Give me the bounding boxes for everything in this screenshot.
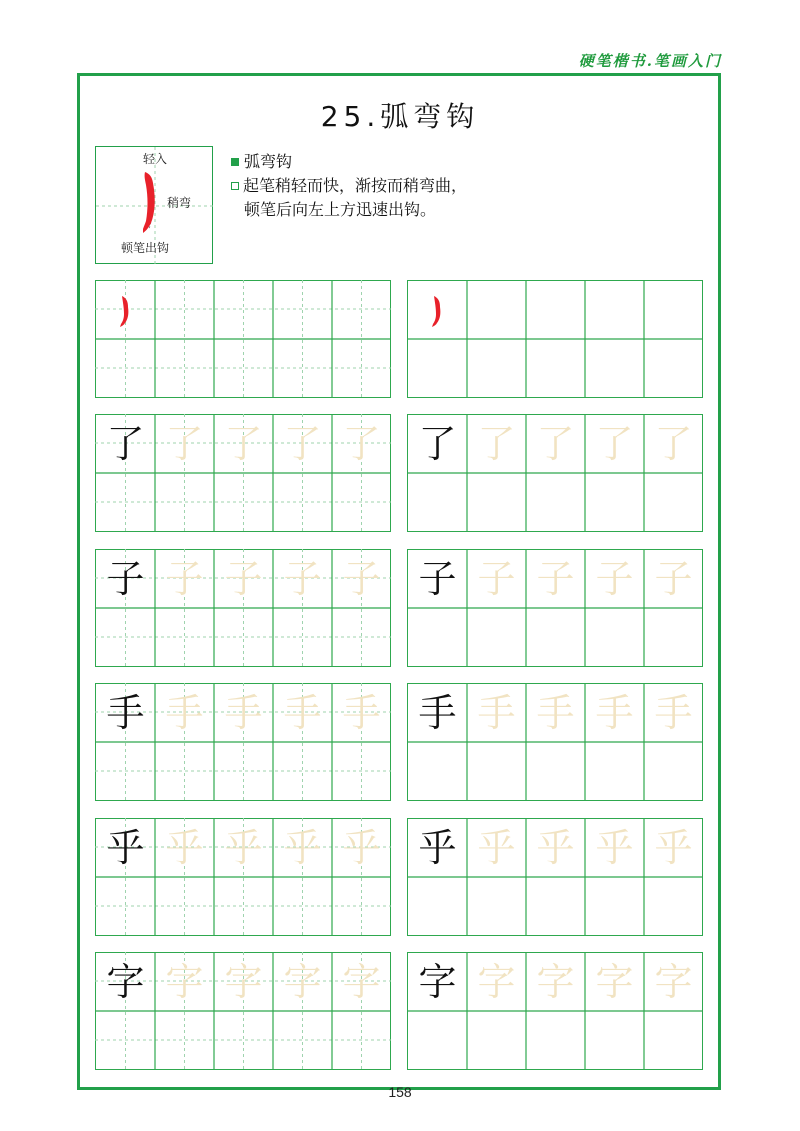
model-character-cell[interactable]: [96, 953, 155, 1011]
model-character-cell[interactable]: [408, 415, 467, 473]
blank-writing-cell[interactable]: [526, 878, 585, 936]
tracing-character-cell[interactable]: [155, 953, 214, 1011]
practice-grid-right: [407, 414, 703, 532]
tracing-character-cell[interactable]: [585, 415, 644, 473]
tracing-character: 手: [536, 691, 575, 735]
tracing-character-cell[interactable]: [155, 819, 214, 877]
blank-writing-cell[interactable]: [214, 743, 273, 801]
tracing-character-cell[interactable]: [644, 819, 703, 877]
tracing-character: 乎: [224, 826, 263, 870]
stroke-name: 弧弯钩: [244, 152, 293, 171]
blank-writing-cell[interactable]: [526, 1012, 585, 1070]
tracing-character-cell[interactable]: [467, 550, 526, 608]
tracing-character-cell[interactable]: [526, 415, 585, 473]
tracing-character: 乎: [536, 826, 575, 870]
model-character-cell[interactable]: [96, 819, 155, 877]
series-title: 硬笔楷书.笔画入门: [578, 52, 722, 70]
blank-writing-cell[interactable]: [273, 743, 332, 801]
blank-writing-cell[interactable]: [332, 743, 391, 801]
tracing-character-cell[interactable]: [585, 550, 644, 608]
tracing-character: 手: [283, 691, 322, 735]
filled-square-bullet-icon: [231, 158, 239, 166]
practice-grid-right: [407, 280, 703, 398]
practice-grid-left: [95, 683, 391, 801]
tracing-character: 字: [165, 960, 204, 1004]
blank-writing-cell[interactable]: [332, 1012, 391, 1070]
tracing-character: 字: [283, 960, 322, 1004]
tracing-character-cell[interactable]: [585, 281, 644, 339]
tracing-character-cell[interactable]: [644, 550, 703, 608]
practice-grid-right: [407, 683, 703, 801]
blank-writing-cell[interactable]: [214, 474, 273, 532]
blank-writing-cell[interactable]: [214, 1012, 273, 1070]
tracing-character: 子: [165, 557, 204, 601]
blank-writing-cell[interactable]: [96, 743, 155, 801]
blank-writing-cell[interactable]: [526, 474, 585, 532]
blank-writing-cell[interactable]: [273, 340, 332, 398]
blank-writing-cell[interactable]: [408, 609, 467, 667]
blank-writing-cell[interactable]: [214, 609, 273, 667]
tracing-character-cell[interactable]: [526, 953, 585, 1011]
stroke-demo-box: [95, 146, 213, 264]
blank-writing-cell[interactable]: [526, 743, 585, 801]
model-character-cell[interactable]: [408, 281, 467, 339]
demo-label-start: 轻入: [143, 152, 168, 166]
blank-writing-cell[interactable]: [332, 878, 391, 936]
blank-writing-cell[interactable]: [408, 340, 467, 398]
stroke-description: [231, 150, 467, 222]
description-line-2: 顿笔后向左上方迅速出钩。: [244, 200, 437, 219]
blank-writing-cell[interactable]: [644, 340, 703, 398]
blank-writing-cell[interactable]: [644, 1012, 703, 1070]
blank-writing-cell[interactable]: [644, 743, 703, 801]
tracing-character: 子: [342, 557, 381, 601]
tracing-character: 子: [595, 557, 634, 601]
model-character: 手: [106, 691, 145, 735]
tracing-character-cell[interactable]: [155, 281, 214, 339]
tracing-character-cell[interactable]: [467, 281, 526, 339]
tracing-character: 子: [654, 557, 693, 601]
tracing-character-cell[interactable]: [467, 415, 526, 473]
practice-grid-left: [95, 414, 391, 532]
tracing-character: 乎: [165, 826, 204, 870]
description-line-1: 起笔稍轻而快，渐按而稍弯曲，: [243, 176, 468, 195]
model-character-cell[interactable]: [96, 281, 155, 339]
tracing-character-cell[interactable]: [332, 550, 391, 608]
tracing-character: 子: [477, 557, 516, 601]
tracing-character-cell[interactable]: [273, 415, 332, 473]
model-character-cell[interactable]: [408, 819, 467, 877]
tracing-character-cell[interactable]: [526, 281, 585, 339]
tracing-character-cell[interactable]: [332, 281, 391, 339]
blank-writing-cell[interactable]: [526, 340, 585, 398]
blank-writing-cell[interactable]: [155, 743, 214, 801]
blank-writing-cell[interactable]: [273, 1012, 332, 1070]
blank-writing-cell[interactable]: [467, 1012, 526, 1070]
arc-hook-stroke-icon: [408, 281, 467, 339]
blank-writing-cell[interactable]: [408, 743, 467, 801]
tracing-character-cell[interactable]: [644, 684, 703, 742]
blank-writing-cell[interactable]: [408, 1012, 467, 1070]
tracing-character-cell[interactable]: [332, 684, 391, 742]
tracing-character: 乎: [342, 826, 381, 870]
practice-grid-left: [95, 818, 391, 936]
tracing-character: 字: [536, 960, 575, 1004]
tracing-character-cell[interactable]: [155, 415, 214, 473]
tracing-character-cell[interactable]: [644, 281, 703, 339]
model-character-cell[interactable]: [96, 415, 155, 473]
model-character: 了: [106, 422, 145, 466]
tracing-character: 乎: [654, 826, 693, 870]
tracing-character: 乎: [595, 826, 634, 870]
blank-writing-cell[interactable]: [96, 878, 155, 936]
tracing-character: 字: [654, 960, 693, 1004]
model-character: 乎: [418, 826, 457, 870]
tracing-character: 子: [536, 557, 575, 601]
blank-writing-cell[interactable]: [96, 474, 155, 532]
tracing-character-cell[interactable]: [526, 550, 585, 608]
page-number: 158: [388, 1084, 412, 1100]
tracing-character: 子: [224, 557, 263, 601]
tracing-character-cell[interactable]: [585, 953, 644, 1011]
model-character-cell[interactable]: [96, 684, 155, 742]
tracing-character: 字: [595, 960, 634, 1004]
blank-writing-cell[interactable]: [585, 474, 644, 532]
tracing-character-cell[interactable]: [155, 550, 214, 608]
tracing-character-cell[interactable]: [644, 953, 703, 1011]
tracing-character: 了: [342, 422, 381, 466]
tracing-character: 手: [595, 691, 634, 735]
blank-writing-cell[interactable]: [467, 609, 526, 667]
tracing-character: 了: [283, 422, 322, 466]
tracing-character: 了: [536, 422, 575, 466]
tracing-character-cell[interactable]: [644, 415, 703, 473]
model-character: 手: [418, 691, 457, 735]
blank-writing-cell[interactable]: [332, 474, 391, 532]
tracing-character: 字: [342, 960, 381, 1004]
blank-writing-cell[interactable]: [96, 1012, 155, 1070]
model-character-cell[interactable]: [408, 550, 467, 608]
tracing-character-cell[interactable]: [585, 819, 644, 877]
practice-grid-right: [407, 549, 703, 667]
model-character-cell[interactable]: [408, 684, 467, 742]
tracing-character-cell[interactable]: [214, 953, 273, 1011]
blank-writing-cell[interactable]: [644, 474, 703, 532]
blank-writing-cell[interactable]: [467, 743, 526, 801]
model-character-cell[interactable]: [408, 953, 467, 1011]
tracing-character: 了: [654, 422, 693, 466]
blank-writing-cell[interactable]: [526, 609, 585, 667]
practice-grid-right: [407, 952, 703, 1070]
lesson-title: 25.弧弯钩: [320, 100, 480, 133]
practice-grid-right: [407, 818, 703, 936]
tracing-character: 手: [165, 691, 204, 735]
model-character: 字: [106, 960, 145, 1004]
model-character: 字: [418, 960, 457, 1004]
model-character: 子: [418, 557, 457, 601]
blank-writing-cell[interactable]: [585, 878, 644, 936]
tracing-character-cell[interactable]: [214, 550, 273, 608]
arc-hook-stroke-icon: [96, 281, 155, 339]
tracing-character: 手: [477, 691, 516, 735]
tracing-character-cell[interactable]: [214, 281, 273, 339]
blank-writing-cell[interactable]: [155, 609, 214, 667]
tracing-character-cell[interactable]: [214, 415, 273, 473]
open-square-bullet-icon: [231, 182, 239, 190]
practice-grid-left: [95, 952, 391, 1070]
practice-grid-left: [95, 549, 391, 667]
blank-writing-cell[interactable]: [214, 878, 273, 936]
blank-writing-cell[interactable]: [155, 474, 214, 532]
blank-writing-cell[interactable]: [155, 878, 214, 936]
tracing-character: 了: [477, 422, 516, 466]
tracing-character: 了: [165, 422, 204, 466]
blank-writing-cell[interactable]: [273, 878, 332, 936]
tracing-character: 乎: [477, 826, 516, 870]
tracing-character: 子: [283, 557, 322, 601]
blank-writing-cell[interactable]: [273, 609, 332, 667]
model-character: 了: [418, 422, 457, 466]
tracing-character-cell[interactable]: [273, 684, 332, 742]
blank-writing-cell[interactable]: [96, 609, 155, 667]
tracing-character-cell[interactable]: [214, 684, 273, 742]
tracing-character-cell[interactable]: [526, 684, 585, 742]
tracing-character: 字: [477, 960, 516, 1004]
tracing-character: 了: [224, 422, 263, 466]
blank-writing-cell[interactable]: [467, 878, 526, 936]
blank-writing-cell[interactable]: [273, 474, 332, 532]
tracing-character-cell[interactable]: [467, 819, 526, 877]
tracing-character: 手: [342, 691, 381, 735]
blank-writing-cell[interactable]: [155, 1012, 214, 1070]
practice-grid-left: [95, 280, 391, 398]
blank-writing-cell[interactable]: [585, 609, 644, 667]
tracing-character: 手: [654, 691, 693, 735]
tracing-character: 手: [224, 691, 263, 735]
blank-writing-cell[interactable]: [332, 609, 391, 667]
blank-writing-cell[interactable]: [332, 340, 391, 398]
model-character: 乎: [106, 826, 145, 870]
tracing-character-cell[interactable]: [332, 953, 391, 1011]
demo-label-end: 顿笔出钩: [121, 241, 170, 255]
tracing-character-cell[interactable]: [332, 819, 391, 877]
tracing-character: 了: [595, 422, 634, 466]
tracing-character-cell[interactable]: [332, 415, 391, 473]
arc-hook-stroke-icon: [143, 172, 155, 233]
tracing-character-cell[interactable]: [155, 684, 214, 742]
blank-writing-cell[interactable]: [585, 340, 644, 398]
blank-writing-cell[interactable]: [467, 474, 526, 532]
blank-writing-cell[interactable]: [585, 743, 644, 801]
blank-writing-cell[interactable]: [644, 609, 703, 667]
blank-writing-cell[interactable]: [96, 340, 155, 398]
tracing-character-cell[interactable]: [273, 953, 332, 1011]
blank-writing-cell[interactable]: [467, 340, 526, 398]
tracing-character-cell[interactable]: [526, 819, 585, 877]
blank-writing-cell[interactable]: [644, 878, 703, 936]
tracing-character-cell[interactable]: [273, 819, 332, 877]
demo-label-curve: 稍弯: [167, 196, 192, 210]
tracing-character: 字: [224, 960, 263, 1004]
model-character-cell[interactable]: [96, 550, 155, 608]
blank-writing-cell[interactable]: [408, 474, 467, 532]
tracing-character-cell[interactable]: [273, 281, 332, 339]
blank-writing-cell[interactable]: [585, 1012, 644, 1070]
tracing-character: 乎: [283, 826, 322, 870]
tracing-character-cell[interactable]: [214, 819, 273, 877]
tracing-character-cell[interactable]: [273, 550, 332, 608]
blank-writing-cell[interactable]: [214, 340, 273, 398]
tracing-character-cell[interactable]: [467, 684, 526, 742]
tracing-character-cell[interactable]: [585, 684, 644, 742]
tracing-character-cell[interactable]: [467, 953, 526, 1011]
blank-writing-cell[interactable]: [408, 878, 467, 936]
model-character: 子: [106, 557, 145, 601]
blank-writing-cell[interactable]: [155, 340, 214, 398]
